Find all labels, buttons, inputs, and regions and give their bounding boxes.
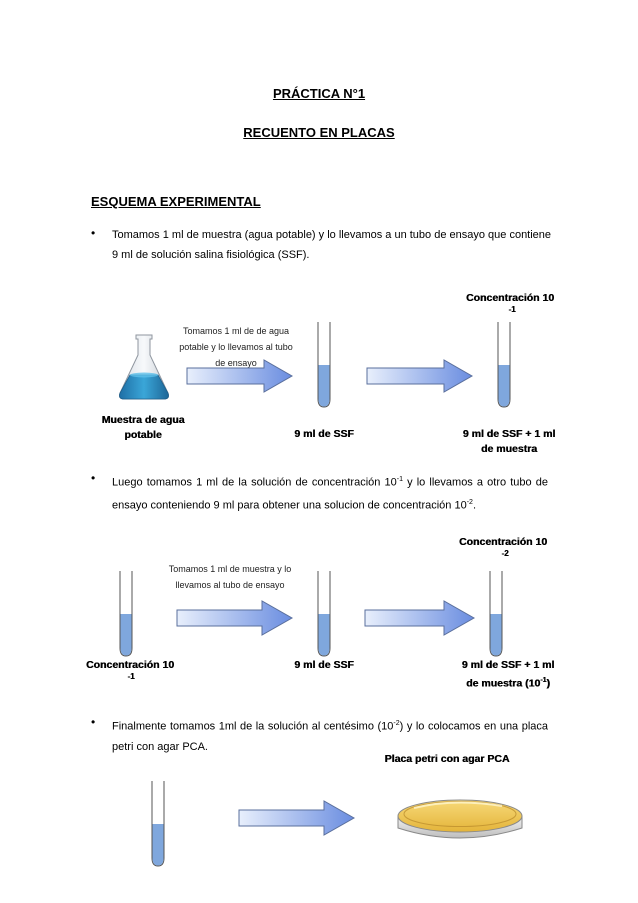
label-ssf-2: 9 ml de SSF <box>294 659 354 671</box>
label-ssf-sample-1-line-1: 9 ml de SSF + 1 ml <box>462 428 556 440</box>
arrow-note-2: Tomamos 1 ml de muestra y lo llevamos al tubo de ensayo <box>168 564 292 590</box>
flask-icon <box>116 333 172 401</box>
concentration-text-1: Concentración 10 <box>465 292 555 304</box>
label-ssf-sample-1-line-2: de muestra <box>480 443 538 455</box>
concentration-exponent-1: -1 <box>508 305 516 314</box>
right-arrow-icon <box>186 359 294 393</box>
test-tube-icon <box>150 780 166 868</box>
test-tube-icon <box>316 321 332 409</box>
label-ssf-sample-2-line-2-a: de muestra (10 <box>466 677 541 690</box>
concentration-label-2 <box>448 535 558 558</box>
test-tube-icon <box>316 570 332 658</box>
bullet-2: • <box>91 471 96 485</box>
bullet-1: • <box>91 226 96 240</box>
right-arrow-icon <box>176 600 294 636</box>
step-3-line-1-b: ) y lo colocamos en una placa <box>399 720 549 733</box>
test-tube-icon <box>488 570 504 658</box>
step-1-line-2: 9 ml de solución salina fisiológica (SSF). <box>112 249 310 261</box>
label-ssf-sample-2-line-2 <box>446 673 570 692</box>
concentration-label-1 <box>455 291 565 314</box>
step-2-line-2-sup: -2 <box>466 498 473 506</box>
right-arrow-icon <box>238 800 356 836</box>
step-3-text <box>112 714 548 757</box>
label-petri-plate: Placa petri con agar PCA <box>384 753 510 765</box>
section-heading: ESQUEMA EXPERIMENTAL <box>91 194 261 209</box>
step-3-line-2: petri con agar PCA. <box>112 740 208 753</box>
step-1-line-1: Tomamos 1 ml de muestra (agua potable) y lo llevamos a un tubo de ensayo que contiene <box>112 229 552 241</box>
step-2-line-1-a: Luego tomamos 1 ml de la solución de concentración 10 <box>112 476 397 489</box>
concentration-text-2: Concentración 10 <box>458 536 548 548</box>
arrow-note-1: Tomamos 1 ml de de agua potable y lo llevamos al tubo de ensayo <box>179 326 293 368</box>
step-2-line-1 <box>112 470 548 493</box>
label-concentration-source-exp: -1 <box>127 672 135 681</box>
page-title: PRÁCTICA N°1 <box>272 86 366 101</box>
label-ssf-sample-2-line-1: 9 ml de SSF + 1 ml <box>461 659 555 671</box>
label-ssf-sample-2-line-2-sup: -1 <box>540 677 547 684</box>
step-2-line-1-b: y lo llevamos a otro tubo de <box>402 476 549 489</box>
bullet-3: • <box>91 715 96 729</box>
test-tube-icon <box>118 570 134 658</box>
right-arrow-icon <box>364 600 476 636</box>
test-tube-icon <box>496 321 512 409</box>
label-water-sample: Muestra de agua potable <box>101 414 185 441</box>
right-arrow-icon <box>366 359 474 393</box>
page-subtitle: RECUENTO EN PLACAS <box>243 125 395 140</box>
label-ssf-sample-2-line-2-b: ) <box>546 677 550 690</box>
step-3-line-1-sup: -2 <box>393 720 400 727</box>
step-2-line-2-a: ensayo conteniendo 9 ml para obtener una solucion de concentración 10 <box>112 499 467 512</box>
step-1-text <box>112 225 552 265</box>
step-2-line-2 <box>112 493 548 516</box>
step-3-line-1 <box>112 714 548 737</box>
step-2-line-2-b: . <box>472 499 476 512</box>
label-ssf-sample-1 <box>448 427 570 457</box>
label-concentration-source <box>78 658 182 681</box>
step-2-line-1-sup: -1 <box>396 476 403 483</box>
label-concentration-source-text: Concentración 10 <box>85 659 175 671</box>
label-ssf-sample-2 <box>446 658 570 692</box>
label-ssf-1: 9 ml de SSF <box>294 428 354 440</box>
step-2-text <box>112 470 548 515</box>
step-3-line-1-a: Finalmente tomamos 1ml de la solución al centésimo (10 <box>112 720 394 733</box>
concentration-exponent-2: -2 <box>501 549 509 558</box>
petri-dish-icon <box>394 796 526 846</box>
